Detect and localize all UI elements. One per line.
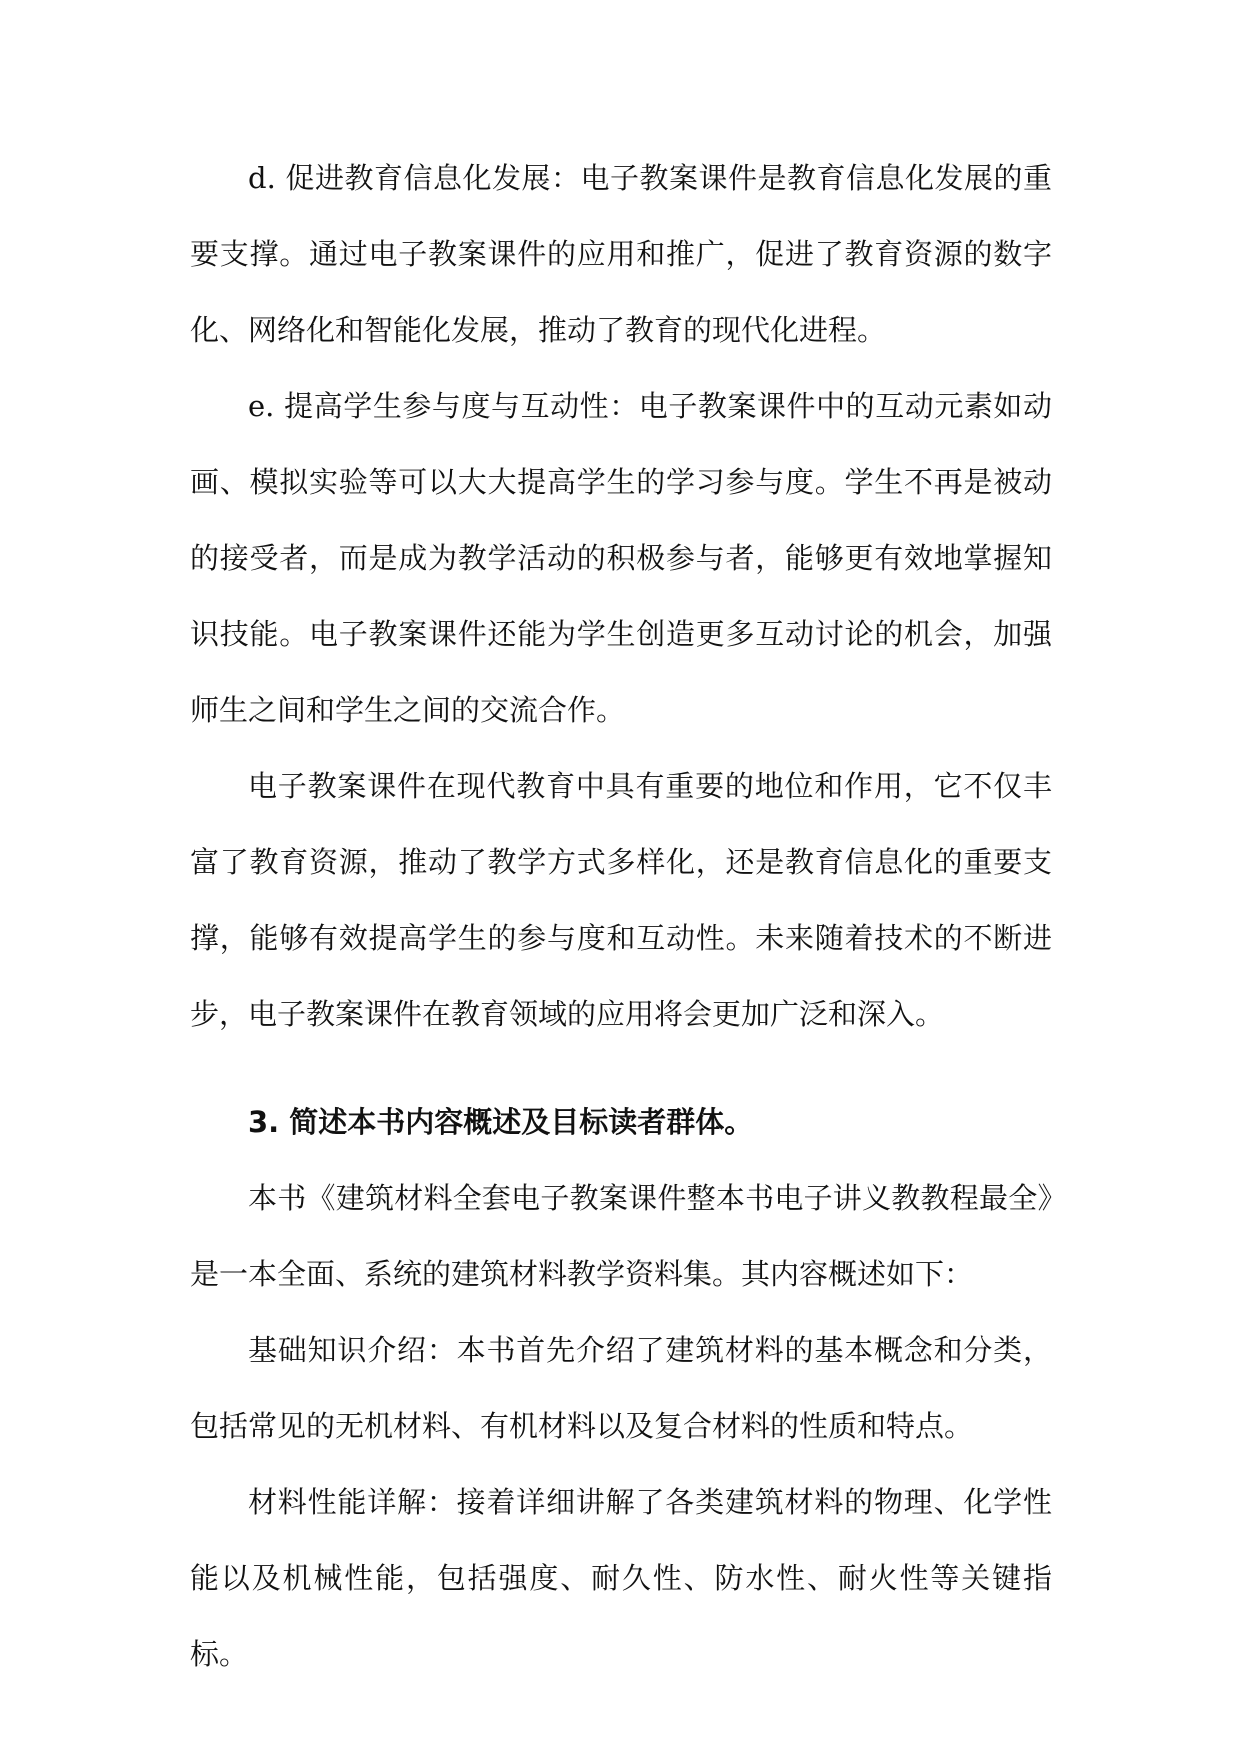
paragraph-material-performance: 材料性能详解：接着详细讲解了各类建筑材料的物理、化学性能以及机械性能，包括强度、耐久性、防水性、耐火性等关键指标。 <box>190 1485 1052 1671</box>
paragraph-basic-knowledge: 基础知识介绍：本书首先介绍了建筑材料的基本概念和分类，包括常见的无机材料、有机材料以及复合材料的性质和特点。 <box>190 1333 1052 1443</box>
paragraph-e-engagement: e. 提高学生参与度与互动性：电子教案课件中的互动元素如动画、模拟实验等可以大大提高学生的学习参与度。学生不再是被动的接受者，而是成为教学活动的积极参与者，能够更有效地掌握知识技能。电子教案课件还能为学生创造更多互动讨论的机会，加强师生之间和学生之间的交流合作。 <box>190 389 1052 727</box>
paragraph-summary: 电子教案课件在现代教育中具有重要的地位和作用，它不仅丰富了教育资源，推动了教学方式多样化，还是教育信息化的重要支撑，能够有效提高学生的参与度和互动性。未来随着技术的不断进步，电子教案课件在教育领域的应用将会更加广泛和深入。 <box>190 769 1052 1031</box>
paragraph-d-informatization: d. 促进教育信息化发展：电子教案课件是教育信息化发展的重要支撑。通过电子教案课件的应用和推广，促进了教育资源的数字化、网络化和智能化发展，推动了教育的现代化进程。 <box>190 161 1052 347</box>
paragraph-book-intro: 本书《建筑材料全套电子教案课件整本书电子讲义教教程最全》是一本全面、系统的建筑材料教学资料集。其内容概述如下： <box>190 1181 1052 1291</box>
section-heading: 3. 简述本书内容概述及目标读者群体。 <box>248 1105 754 1139</box>
document-body <box>190 140 1052 1692</box>
